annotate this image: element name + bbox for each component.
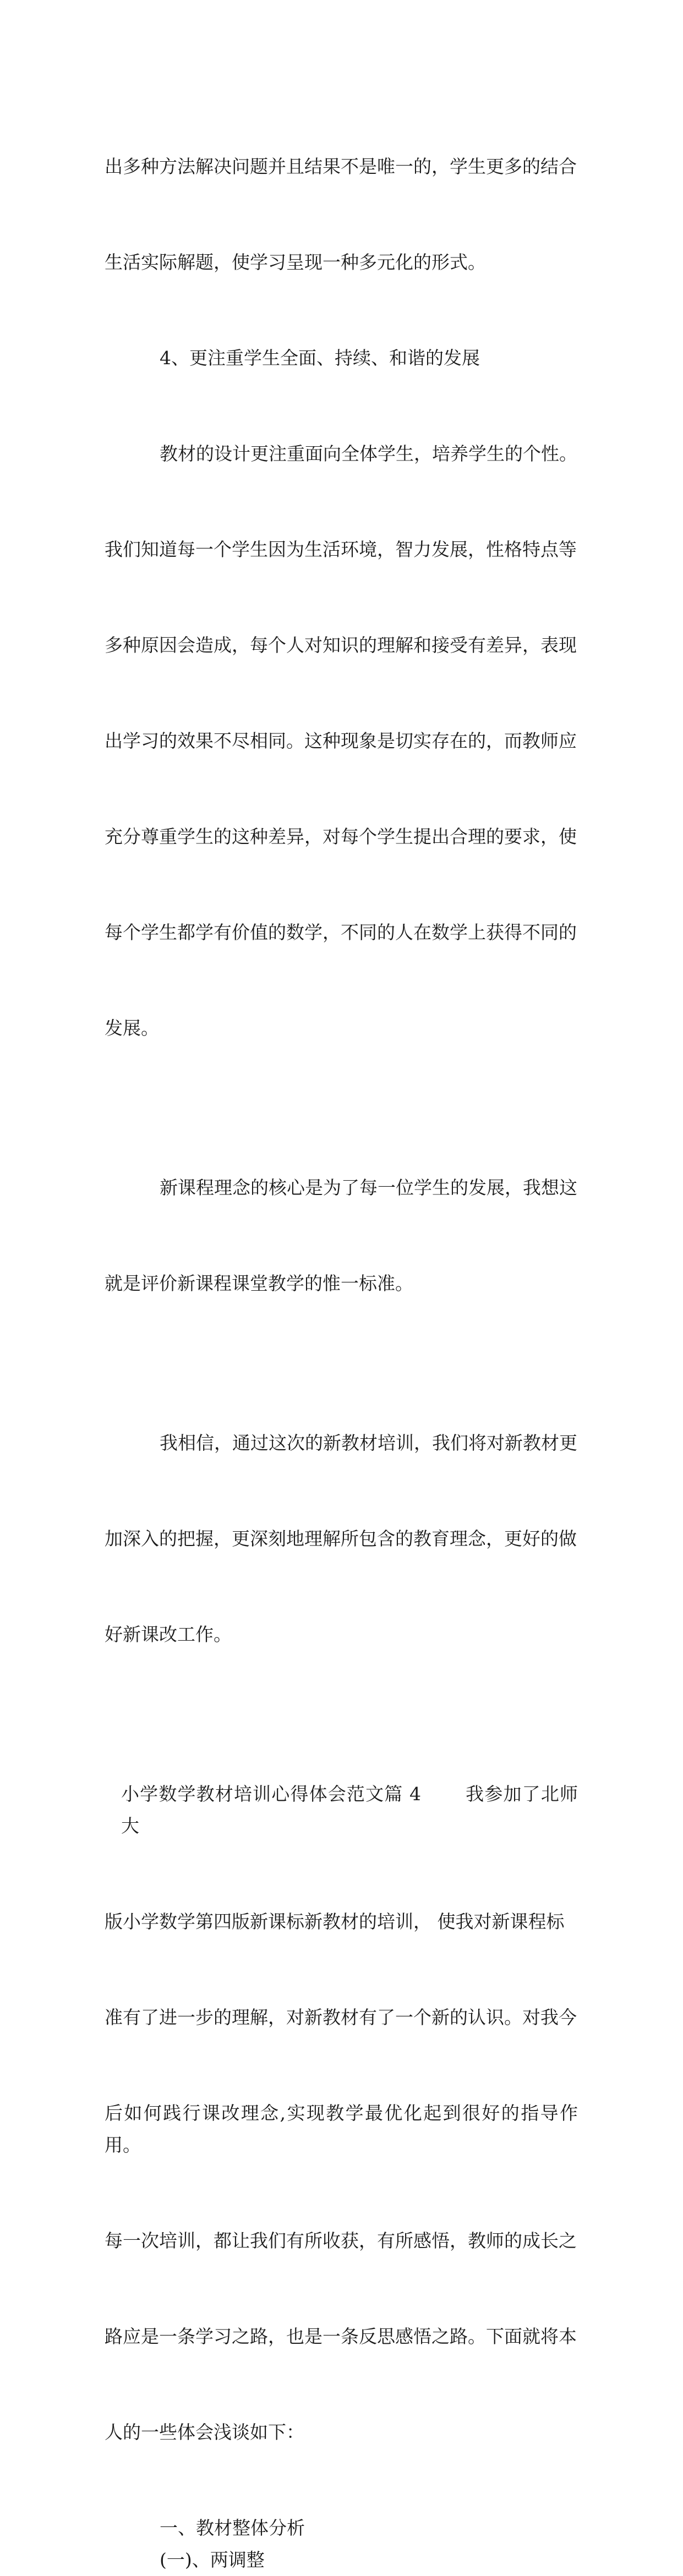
- text-line: 多种原因会造成，每个人对知识的理解和接受有差异，表现: [105, 634, 577, 656]
- text-line: 每个学生都学有价值的数学，不同的人在数学上获得不同的: [105, 922, 577, 943]
- text-line: 我们知道每一个学生因为生活环境，智力发展，性格特点等: [105, 539, 577, 560]
- paragraph-believe: [105, 1363, 578, 1714]
- document-body: [105, 87, 578, 2576]
- text-line: 发展。: [105, 1017, 159, 1039]
- text-line: 我相信，通过这次的新教材培训，我们将对新教材更: [160, 1432, 577, 1454]
- text-line: 新课程理念的核心是为了每一位学生的发展，我想这: [160, 1177, 577, 1198]
- text-line: 就是评价新课程课堂教学的惟一标准。: [105, 1273, 413, 1294]
- text-line: 好新课改工作。: [105, 1624, 232, 1645]
- paragraph-material: [105, 374, 578, 1108]
- text-line: 小学数学教材培训心得体会范文篇 4 我参加了北师大: [121, 1783, 578, 1837]
- text-line: 出学习的效果不尽相同。这种现象是切实存在的，而教师应: [105, 730, 577, 752]
- text-line: 每一次培训，都让我们有所收获，有所感悟，教师的成长之: [105, 2230, 577, 2251]
- text-line: 出多种方法解决问题并且结果不是唯一的，学生更多的结合: [105, 156, 577, 177]
- text-line: 后如何践行课改理念,实现教学最优化起到很好的指导作用。: [105, 2102, 578, 2156]
- text-line: 版小学数学第四版新课标新教材的培训， 使我对新课程标: [105, 1911, 565, 1932]
- paragraph-core: [105, 1108, 578, 1363]
- text-line: 路应是一条学习之路，也是一条反思感悟之路。下面就将本: [105, 2326, 577, 2347]
- subsection-heading: (一)、两调整: [160, 2549, 265, 2570]
- text-line: 生活实际解题，使学习呈现一种多元化的形式。: [105, 251, 486, 273]
- text-line: 准有了进一步的理解，对新教材有了一个新的认识。对我今: [105, 2007, 577, 2028]
- text-line: 加深入的把握，更深刻地理解所包含的教育理念，更好的做: [105, 1528, 577, 1549]
- section-heading-4: 4、更注重学生全面、持续、和谐的发展: [160, 347, 480, 369]
- text-line: 充分尊重学生的这种差异，对每个学生提出合理的要求，使: [105, 826, 577, 847]
- text-line: 人的一些体会浅谈如下：: [105, 2421, 304, 2443]
- text-line: 教材的设计更注重面向全体学生，培养学生的个性。: [160, 443, 577, 464]
- paragraph-article-4: [105, 1714, 578, 2512]
- paragraph-continued: [105, 87, 578, 342]
- section-heading-one: 一、教材整体分析: [160, 2517, 305, 2539]
